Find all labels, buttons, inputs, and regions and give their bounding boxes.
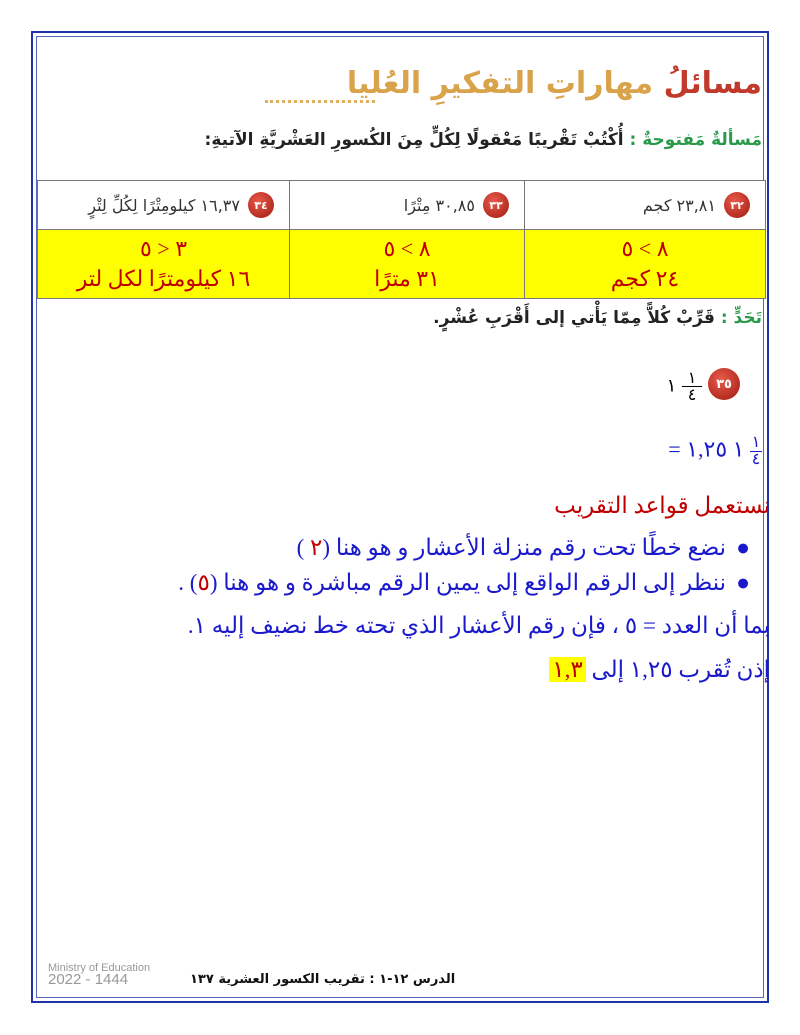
bullet-item: ●نضع خطًا تحت رقم منزلة الأعشار و هو هنا (٢ ) (296, 535, 750, 560)
open-problem-instruction: مَسألةٌ مَفتوحةٌ : أُكْتُبْ تَقْريبًا مَعْقولًا لِكُلٍّ مِنَ الكُسورِ العَشْريَّةِ الآتيةِ: (204, 130, 762, 150)
question-number-badge: ٣٣ (483, 192, 509, 218)
answer-result: ٣١ مترًا (374, 266, 440, 291)
mixed-number: $\frac{١}{٤}$ ١ (667, 370, 702, 403)
ministry-watermark: Ministry of Education 2022 - 1444 (48, 962, 151, 988)
title-dots (265, 100, 375, 103)
explanation-line: بما أن العدد = ٥ ، فإن رقم الأعشار الذي تحته خط نضيف إليه ١. (187, 613, 770, 638)
question-number-badge: ٣٢ (724, 192, 750, 218)
answer-result: ٢٤ كجم (610, 266, 680, 291)
question-number-badge: ٣٥ (708, 368, 740, 400)
footer-lesson: الدرس ١٢-١ : تقريب الكسور العشرية ١٣٧ (190, 972, 456, 987)
page-number: ١٣٧ (190, 972, 214, 987)
answer-compare: ٣ < ٥ (139, 236, 188, 261)
answer-result: ١٦ كيلومترًا لكل لتر (76, 266, 251, 291)
section-title: مسائلُ مهاراتِ التفكيرِ العُليا (346, 66, 762, 101)
question-text: ١٦,٣٧ كيلومِتْرًا لِكُلِّ لِتْرٍ (88, 195, 240, 215)
question-number-badge: ٣٤ (248, 192, 274, 218)
answer-compare: ٨ > ٥ (621, 236, 669, 261)
final-answer: ١,٣ (549, 657, 585, 682)
bullet-item: ●ننظر إلى الرقم الواقع إلى يمين الرقم مباشرة و هو هنا (٥) . (178, 570, 750, 595)
challenge-instruction: تَحَدٍّ : قَرِّبْ كُلاًّ مِمّا يَأْتي إلى أَقْرَبِ عُشْرٍ. (433, 308, 762, 328)
question-text: ٢٣,٨١ كجم (642, 195, 716, 215)
answers-table (37, 180, 766, 299)
answer-compare: ٨ > ٥ (383, 236, 431, 261)
conclusion-line: إذن تُقرب ١,٢٥ إلى ١,٣ (549, 657, 770, 683)
table-row-questions (38, 181, 766, 230)
question-text: ٣٠,٨٥ مِتْرًا (403, 195, 475, 215)
rules-heading: نستعمل قواعد التقريب (554, 493, 770, 518)
conversion-equation: $\frac{١}{٤}$ ١ ١,٢٥ = (668, 434, 761, 468)
table-row-answers (38, 230, 766, 299)
